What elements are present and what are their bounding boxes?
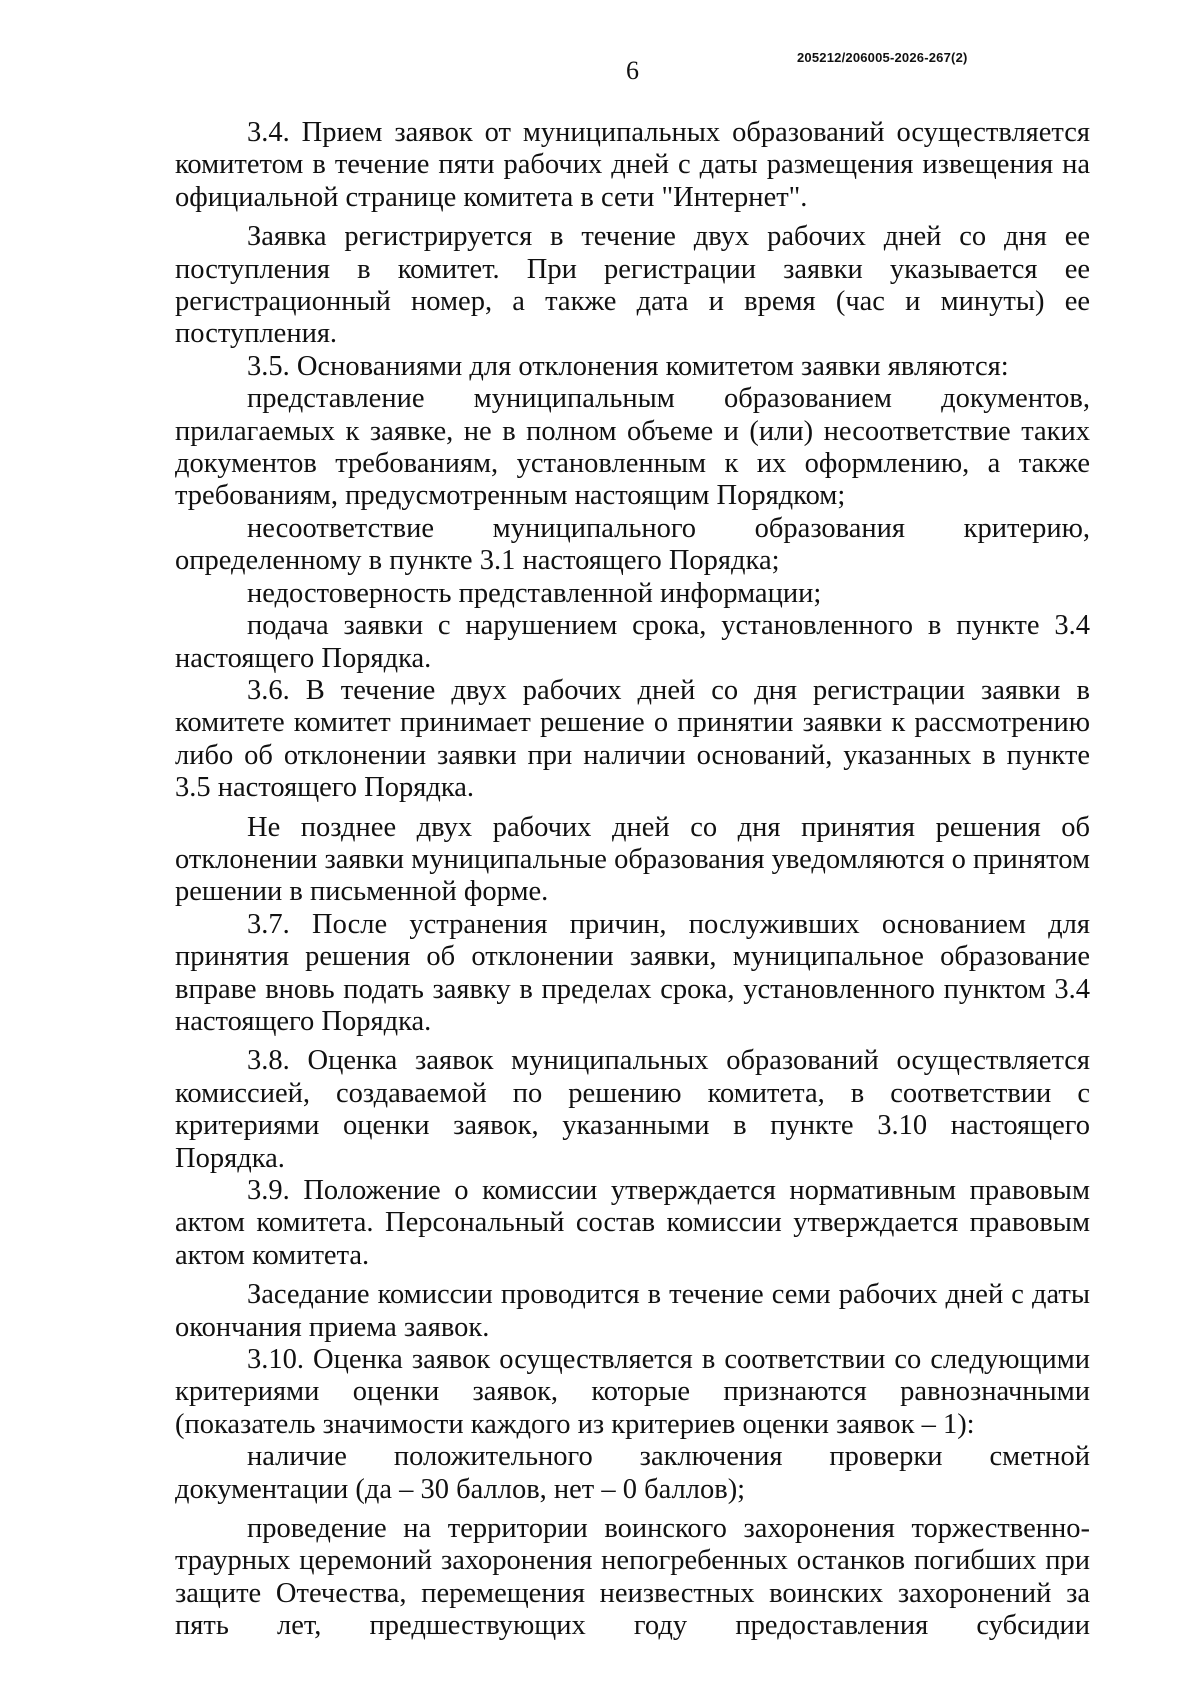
paragraph-criterion-estimate: наличие положительного заключения проверки сметной документации (да – 30 баллов, нет – 0 баллов); [175, 1441, 1090, 1505]
paragraph-reason-documents: представление муниципальным образованием документов, прилагаемых к заявке, не в полном объеме и (или) несоответствие таких документов требованиям, установленным к их оформлению, а также требованиям, предусмотренным настоящим Порядком; [175, 383, 1090, 512]
paragraph-3-5: 3.5. Основаниями для отклонения комитетом заявки являются: [247, 350, 1009, 382]
paragraph-3-6: 3.6. В течение двух рабочих дней со дня регистрации заявки в комитете комитет принимает решение о принятии заявки к рассмотрению либо об отклонении заявки при наличии оснований, указанных в пункте 3.5 настоящего Порядка. [175, 674, 1090, 804]
paragraph-3-8: 3.8. Оценка заявок муниципальных образований осуществляется комиссией, создаваемой по решению комитета, в соответствии с критериями оценки заявок, указанными в пункте 3.10 настоящего Порядка. [175, 1045, 1090, 1174]
document-code: 205212/206005-2026-267(2) [797, 50, 968, 65]
paragraph-3-10: 3.10. Оценка заявок осуществляется в соответствии со следующими критериями оценки заявок, которые признаются равнозначными (показатель значимости каждого из критериев оценки заявок – 1): [175, 1344, 1090, 1440]
paragraph-reason-criterion: несоответствие муниципального образования критерию, определенному в пункте 3.1 настоящего Порядка; [175, 512, 1090, 577]
paragraph-registration: Заявка регистрируется в течение двух рабочих дней со дня ее поступления в комитет. При регистрации заявки указывается ее регистрационный номер, а также дата и время (час и минуты) ее поступления. [175, 221, 1090, 350]
page-number: 6 [626, 56, 639, 85]
paragraph-criterion-ceremonies: проведение на территории воинского захоронения торжественно-траурных церемоний захоронения непогребенных останков погибших при защите Отечества, перемещения неизвестных воинских захоронений за пять лет, предшествующих году предоставления субсидии [175, 1513, 1090, 1642]
paragraph-notification: Не позднее двух рабочих дней со дня принятия решения об отклонении заявки муниципальные образования уведомляются о принятом решении в письменной форме. [175, 811, 1090, 908]
paragraph-3-9: 3.9. Положение о комиссии утверждается нормативным правовым актом комитета. Персональный состав комиссии утверждается правовым актом комитета. [175, 1175, 1090, 1271]
document-body [175, 117, 1090, 1643]
paragraph-3-7: 3.7. После устранения причин, послуживших основанием для принятия решения об отклонении заявки, муниципальное образование вправе вновь подать заявку в пределах срока, установленного пунктом 3.4 настоящего Порядка. [175, 908, 1090, 1037]
paragraph-3-4: 3.4. Прием заявок от муниципальных образований осуществляется комитетом в течение пяти рабочих дней с даты размещения извещения на официальной странице комитета в сети "Интернет". [175, 117, 1090, 213]
paragraph-commission-meeting: Заседание комиссии проводится в течение семи рабочих дней с даты окончания приема заявок. [175, 1279, 1090, 1343]
paragraph-reason-information: недостоверность представленной информации; [247, 577, 822, 609]
paragraph-reason-deadline: подача заявки с нарушением срока, установленного в пункте 3.4 настоящего Порядка. [175, 610, 1090, 674]
